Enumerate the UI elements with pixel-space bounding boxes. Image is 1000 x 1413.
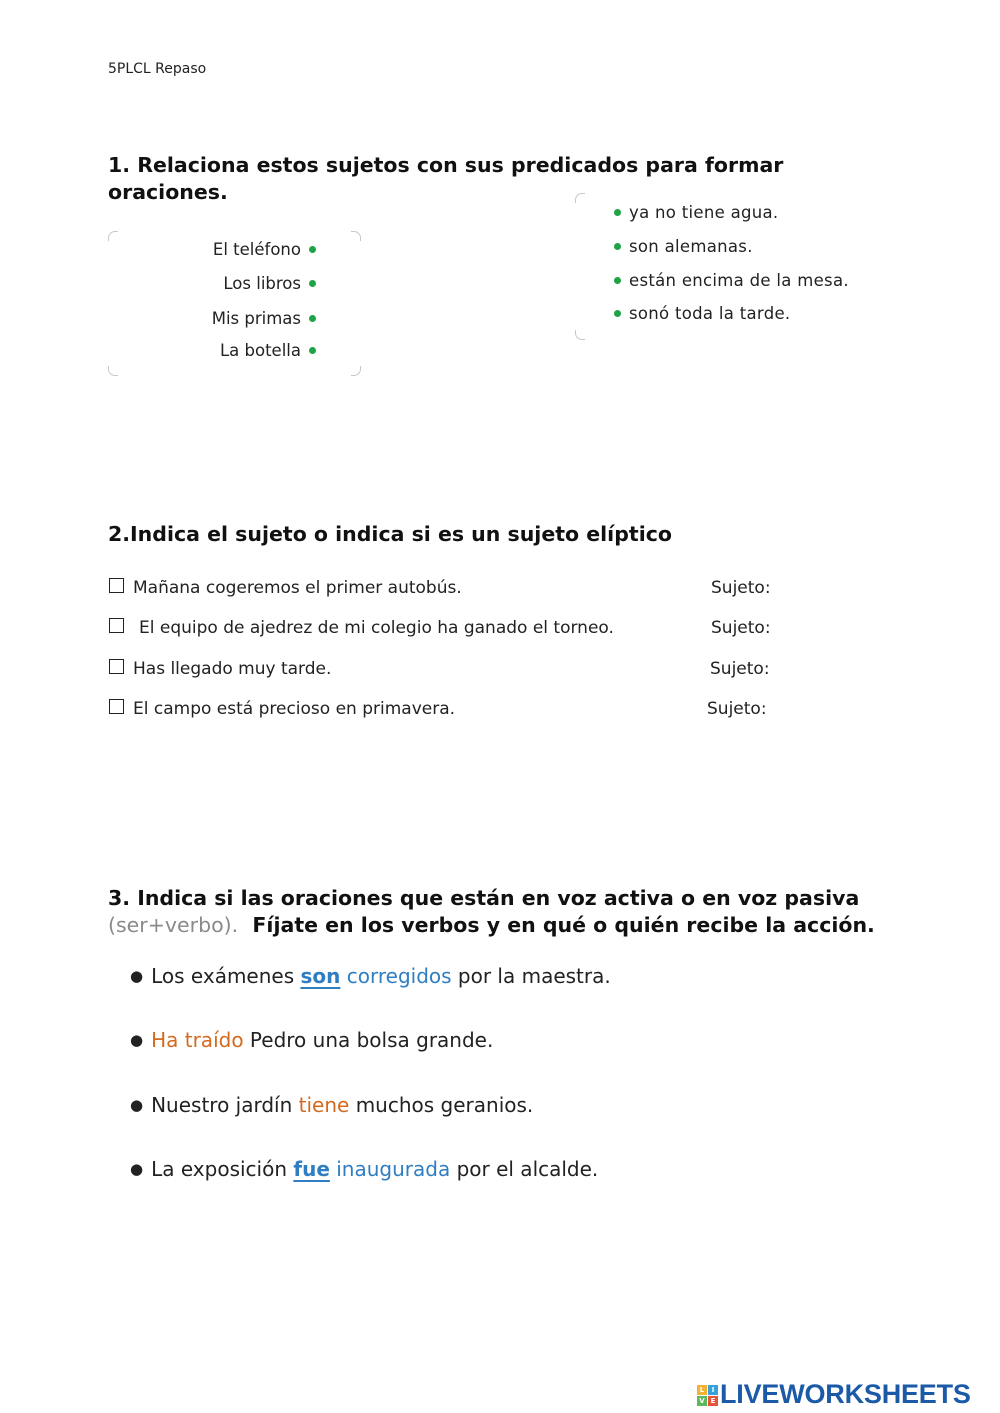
sentence-text: Los exámenes xyxy=(151,964,301,988)
match-dot-icon[interactable] xyxy=(614,277,621,284)
sujeto-label: Sujeto: xyxy=(707,699,767,719)
verb-aux: fue xyxy=(293,1157,330,1181)
q2-sentence: Has llegado muy tarde. xyxy=(133,659,332,679)
match-dot-icon[interactable] xyxy=(309,246,316,253)
sujeto-label: Sujeto: xyxy=(711,578,771,598)
verb-participle: corregidos xyxy=(340,964,452,988)
logo-square: L xyxy=(697,1385,707,1395)
predicate-label: son alemanas. xyxy=(629,237,753,256)
corner-mark xyxy=(108,366,118,376)
checkbox-icon[interactable] xyxy=(109,618,124,633)
subject-label: El teléfono xyxy=(212,240,301,259)
predicate-item[interactable] xyxy=(614,304,790,323)
q2-row xyxy=(109,578,462,598)
q3-title xyxy=(108,885,908,939)
logo-square: E xyxy=(708,1396,718,1406)
subject-item[interactable] xyxy=(223,274,316,293)
checkbox-icon[interactable] xyxy=(109,699,124,714)
logo-square: I xyxy=(708,1385,718,1395)
predicate-item[interactable] xyxy=(614,203,778,222)
sentence-text: Nuestro jardín xyxy=(151,1093,299,1117)
q3-title-line2 xyxy=(108,912,908,939)
verb-participle: inaugurada xyxy=(329,1157,451,1181)
corner-mark xyxy=(108,231,118,241)
q3-sentence[interactable] xyxy=(130,1028,493,1052)
logo-squares-icon xyxy=(697,1385,718,1406)
predicate-label: sonó toda la tarde. xyxy=(629,304,791,323)
bullet-icon: ● xyxy=(130,1160,144,1178)
q2-sentence: Mañana cogeremos el primer autobús. xyxy=(133,578,462,598)
logo-text: LIVEWORKSHEETS xyxy=(720,1379,971,1409)
q2-sentence: El campo está precioso en primavera. xyxy=(133,699,456,719)
checkbox-icon[interactable] xyxy=(109,659,124,674)
verb-active: Ha traído xyxy=(151,1028,244,1052)
sentence-text: muchos geranios. xyxy=(349,1093,534,1117)
sujeto-label: Sujeto: xyxy=(711,618,771,638)
sentence-text: Pedro una bolsa grande. xyxy=(243,1028,494,1052)
subject-label: Los libros xyxy=(223,274,301,293)
subject-label: Mis primas xyxy=(211,309,301,328)
q3-sentence[interactable] xyxy=(130,1157,598,1181)
bullet-icon: ● xyxy=(130,1096,144,1114)
bullet-icon: ● xyxy=(130,967,144,985)
q2-title: 2.Indica el sujeto o indica si es un sujeto elíptico xyxy=(108,522,672,546)
verb-aux: son xyxy=(300,964,341,988)
q2-row xyxy=(109,618,614,638)
match-dot-icon[interactable] xyxy=(309,347,316,354)
subject-item[interactable] xyxy=(213,240,316,259)
match-dot-icon[interactable] xyxy=(614,310,621,317)
predicate-item[interactable] xyxy=(614,271,849,290)
page-header: 5PLCL Repaso xyxy=(108,61,207,77)
q3-sentence[interactable] xyxy=(130,1093,533,1117)
q3-title-line1: 3. Indica si las oraciones que están en voz activa o en voz pasiva xyxy=(108,886,860,910)
liveworksheets-logo[interactable] xyxy=(697,1379,971,1410)
q2-row xyxy=(109,699,455,719)
sujeto-label: Sujeto: xyxy=(710,659,770,679)
corner-mark xyxy=(351,366,361,376)
sentence-text: La exposición xyxy=(151,1157,294,1181)
predicate-label: ya no tiene agua. xyxy=(629,203,779,222)
q3-sentence[interactable] xyxy=(130,964,611,988)
match-dot-icon[interactable] xyxy=(614,209,621,216)
match-dot-icon[interactable] xyxy=(614,243,621,250)
predicate-label: están encima de la mesa. xyxy=(629,271,849,290)
q2-sentence: El equipo de ajedrez de mi colegio ha ganado el torneo. xyxy=(139,618,614,638)
bullet-icon: ● xyxy=(130,1031,144,1049)
match-dot-icon[interactable] xyxy=(309,315,316,322)
logo-square: V xyxy=(697,1396,707,1406)
q3-title-hint: (ser+verbo). xyxy=(108,913,239,937)
match-dot-icon[interactable] xyxy=(309,280,316,287)
corner-mark xyxy=(575,193,585,203)
corner-mark xyxy=(575,330,585,340)
q1-title: 1. Relaciona estos sujetos con sus predicados para formar oraciones. xyxy=(108,153,784,204)
checkbox-icon[interactable] xyxy=(109,578,124,593)
sentence-text: por el alcalde. xyxy=(450,1157,599,1181)
corner-mark xyxy=(351,231,361,241)
subject-item[interactable] xyxy=(212,309,316,328)
q2-row xyxy=(109,659,331,679)
sentence-text: por la maestra. xyxy=(451,964,611,988)
predicate-item[interactable] xyxy=(614,237,753,256)
q3-title-instruction: Fíjate en los verbos y en qué o quién recibe la acción. xyxy=(252,913,875,937)
subject-label: La botella xyxy=(219,341,301,360)
subject-item[interactable] xyxy=(220,341,316,360)
verb-active: tiene xyxy=(298,1093,350,1117)
